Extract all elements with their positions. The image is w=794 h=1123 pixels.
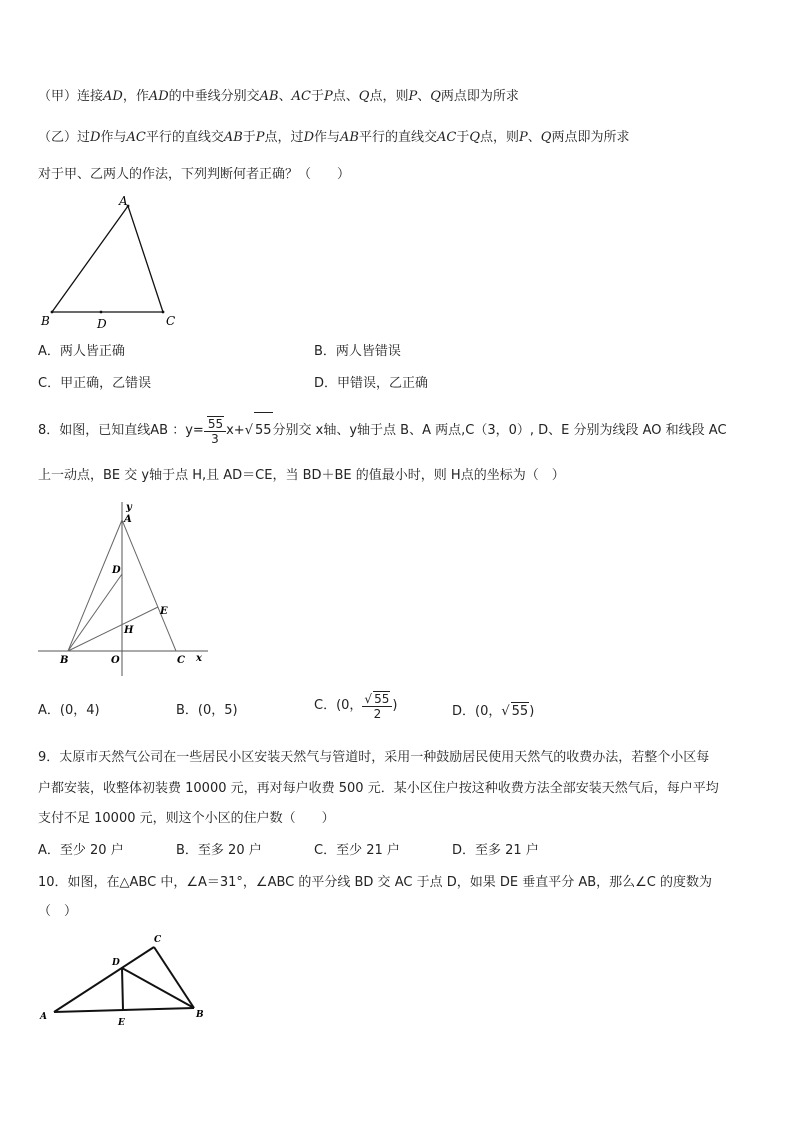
text: 作与 [100, 130, 127, 145]
q7-question: 对于甲、乙两人的作法，下列判断何者正确？（ ） [38, 167, 351, 182]
text: 平行的直线交 [145, 130, 224, 145]
text: ) [392, 698, 398, 713]
text: 、 [527, 130, 541, 145]
fraction [204, 416, 226, 446]
q9-line2: 户都安装，收整体初装费 10000 元，再对每户收费 500 元．某小区住户按这种收费方法全部安装天然气后，每户平均 [38, 781, 719, 796]
q10-line2: （ ） [38, 904, 78, 919]
q8-option-b[interactable]: B．(0，5) [176, 703, 238, 718]
text: 作与 [314, 130, 341, 145]
label-o: O [111, 655, 120, 666]
text: 于 [456, 130, 470, 145]
label-e: E [160, 606, 168, 617]
label-h: H [124, 625, 134, 636]
q7-yi-line [38, 129, 629, 147]
sqrt-numerator: 55 [374, 691, 390, 706]
q10-line1: 10．如图，在△ABC 中，∠A＝31°，∠ABC 的平分线 BD 交 AC 于点 D，如果 DE 垂直平分 AB，那么∠C 的度数为 [38, 875, 713, 890]
math: P [519, 130, 528, 145]
math: AC [291, 89, 311, 104]
math: Q [469, 130, 481, 145]
point-b [51, 311, 54, 314]
text: （乙）过 [38, 130, 91, 145]
q7-option-c[interactable]: C．甲正确，乙错误 [38, 376, 152, 391]
math: AB [223, 130, 243, 145]
text: 两点即为所求 [551, 130, 630, 145]
text: 于 [242, 130, 256, 145]
q8-option-c[interactable] [314, 688, 397, 724]
denominator: 3 [211, 431, 219, 446]
label-b: B [60, 655, 69, 666]
denominator: 2 [373, 706, 382, 721]
side-ac [54, 947, 154, 1012]
math: AB [259, 89, 279, 104]
q9-option-a[interactable]: A．至少 20 户 [38, 843, 124, 858]
q8-option-a[interactable]: A．(0，4) [38, 703, 100, 718]
q9-option-d[interactable]: D．至多 21 户 [452, 843, 539, 858]
text: 分别交 x轴、y轴于点 B、A 两点,C（3，0）, D、E 分别为线段 AO 和线段 AC [272, 423, 727, 438]
label-a: A [119, 194, 128, 208]
text: 点，则 [369, 89, 409, 104]
text: 点、 [332, 89, 359, 104]
sqrt-value: 55 [511, 704, 529, 719]
text: 8．如图，已知直线AB ：y= [38, 423, 204, 438]
q9-option-b[interactable]: B．至多 20 户 [176, 843, 262, 858]
segment-de [122, 968, 123, 1010]
q7-option-b[interactable]: B．两人皆错误 [314, 344, 401, 359]
label-b: B [41, 314, 50, 328]
text: C．(0， [314, 698, 363, 713]
text: x+ [226, 423, 245, 438]
label-c: C [177, 655, 185, 666]
q7-option-a[interactable]: A．两人皆正确 [38, 344, 125, 359]
text: 的中垂线分别交 [168, 89, 260, 104]
label-c: C [166, 314, 176, 328]
q10-triangle-figure [36, 930, 216, 1030]
label-d: D [112, 565, 121, 576]
text: 平行的直线交 [358, 130, 437, 145]
q8-line1: 8．如图，已知直线AB ：y= $\frac{55}{3}$ x+√ 55分别交 x轴、y轴于点 B、A 两点,C（3，0）, D、E 分别为线段 AO 和线段 AC [38, 412, 727, 449]
text: 两点即为所求 [440, 89, 519, 104]
label-d: D [97, 317, 107, 331]
text: 、 [417, 89, 431, 104]
math: AD [103, 89, 123, 104]
label-c: C [154, 935, 162, 945]
q7-jia-line [38, 88, 519, 106]
label-a: A [40, 1012, 47, 1022]
math: AD [148, 89, 169, 104]
math: P [324, 89, 333, 104]
q9-line1: 9．太原市天然气公司在一些居民小区安装天然气与管道时，采用一种鼓励居民使用天然气的收费办法，若整个小区每 [38, 750, 710, 765]
q9-line3: 支付不足 10000 元，则这个小区的住户数（ ） [38, 811, 335, 826]
triangle-abc [52, 206, 163, 312]
text: D．(0， [452, 704, 502, 719]
math: D [303, 130, 314, 145]
math: P [408, 89, 418, 104]
point-d [100, 311, 103, 314]
line-be [68, 607, 158, 651]
text: ) [529, 704, 535, 719]
math: P [255, 130, 265, 145]
sqrt-numerator: 55 [207, 416, 224, 431]
text: ，作 [122, 89, 149, 104]
sqrt-value: 55 [254, 412, 273, 449]
q7-triangle-figure [36, 192, 186, 332]
label-x: x [196, 653, 202, 664]
math: Q [430, 89, 441, 104]
label-e: E [118, 1018, 125, 1028]
math: AB [340, 130, 359, 145]
text: 点，过 [264, 130, 304, 145]
label-b: B [196, 1010, 204, 1020]
q8-option-d[interactable]: D．(0，√ 55) [452, 704, 535, 719]
fraction: $\frac{√ 55}{2}$ [362, 691, 392, 721]
side-cb [154, 947, 194, 1008]
math: AC [126, 130, 146, 145]
math: Q [358, 89, 370, 104]
text: 于 [310, 89, 324, 104]
text: 、 [278, 89, 292, 104]
q8-coordinate-figure [36, 496, 216, 676]
text: （甲）连接 [38, 89, 104, 104]
label-y: y [126, 502, 132, 513]
math: D [90, 130, 101, 145]
q8-line2: 上一动点，BE 交 y轴于点 H,且 AD＝CE，当 BD＋BE 的值最小时，则 H点的坐标为（ ） [38, 468, 565, 483]
q9-option-c[interactable]: C．至少 21 户 [314, 843, 400, 858]
text: 点，则 [480, 130, 520, 145]
side-ab [54, 1008, 194, 1012]
math: Q [540, 130, 552, 145]
segment-bd [122, 968, 194, 1008]
point-c [162, 311, 165, 314]
q7-option-d[interactable]: D．甲错误，乙正确 [314, 376, 429, 391]
label-a: A [124, 514, 132, 525]
math: AC [436, 130, 457, 145]
label-d: D [112, 958, 120, 968]
